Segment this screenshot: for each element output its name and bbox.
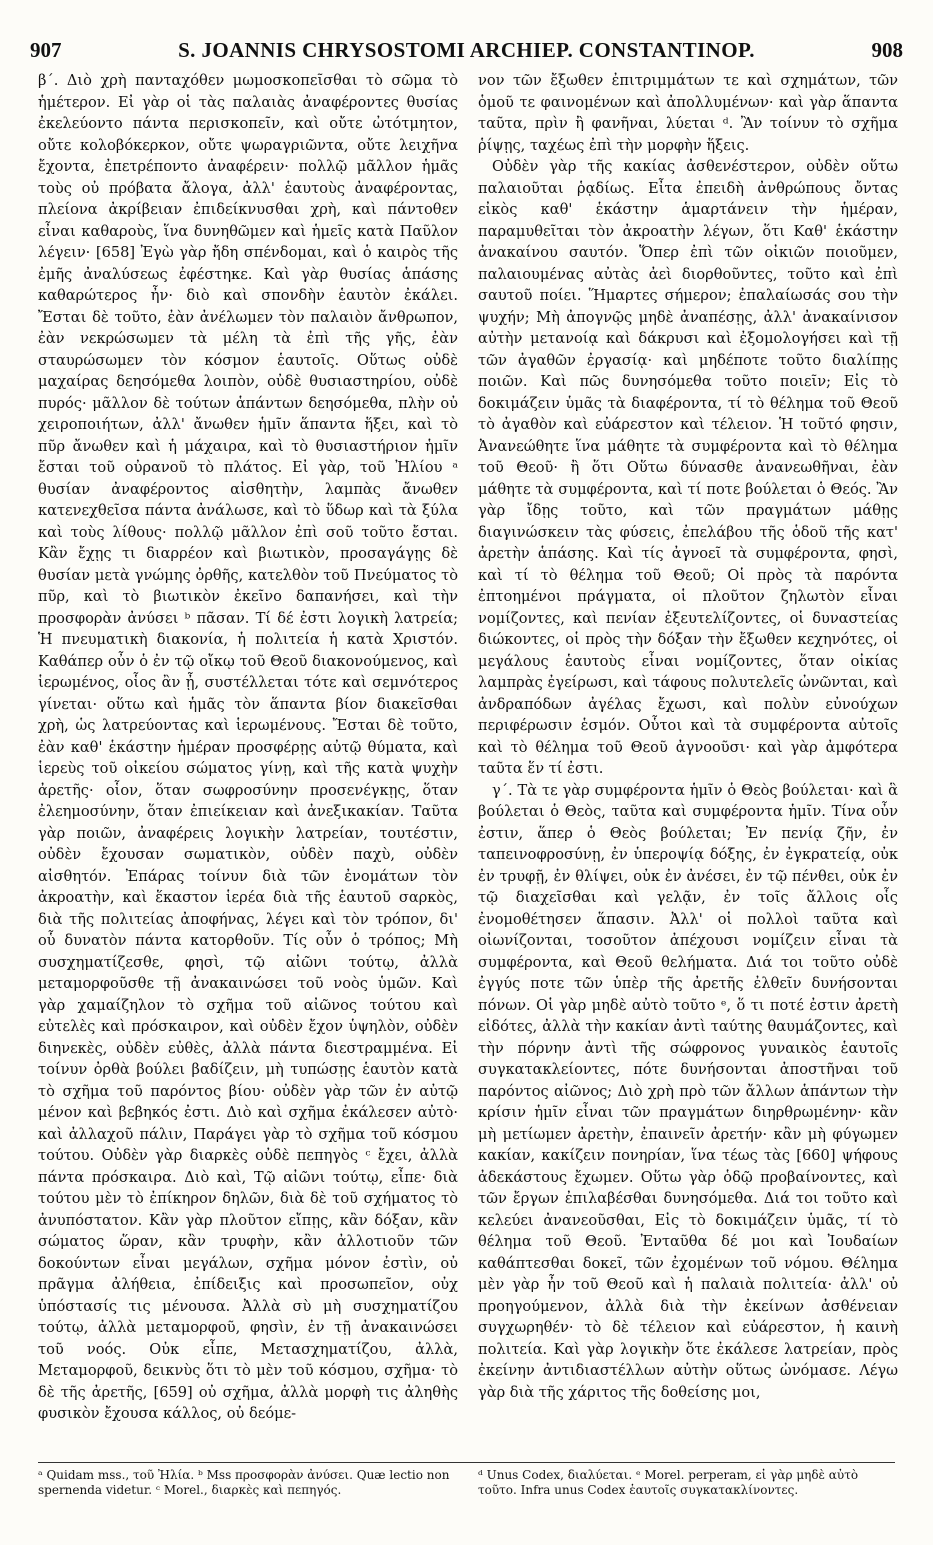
running-title: S. JOANNIS CHRYSOSTOMI ARCHIEP. CONSTANTINOP.: [178, 38, 755, 62]
paragraph: νον τῶν ἔξωθεν ἐπιτριμμάτων τε καὶ σχημάτων, τῶν ὁμοῦ τε φαινομένων καὶ ἀπολλυμένων· καὶ γὰρ ἅπαντα ταῦτα, πρὶν ἢ φανῆναι, λύεται ᵈ. Ἂν τοίνυν τὸ σχῆμα ῥίψῃς, ταχέως ἐπὶ τὴν μορφὴν ἥξεις.: [478, 72, 898, 154]
running-header: [30, 38, 903, 68]
footnote-text: ᵃ Quidam mss., τοῦ Ἠλία. ᵇ Mss προσφορὰν ἀνύσει. Quæ lectio non spernenda videtur. ᶜ Morel., διαρκὲς καὶ πεπηγός.: [38, 1468, 450, 1497]
paragraph: γ΄. Τὰ τε γὰρ συμφέροντα ἡμῖν ὁ Θεὸς βούλεται· καὶ ἃ βούλεται ὁ Θεὸς, ταῦτα καὶ συμφέροντα ἡμῖν. Τίνα οὖν ἐστιν, ἅπερ ὁ Θεὸς βούλεται; Ἐν πενίᾳ ζῆν, ἐν ταπεινοφροσύνῃ, ἐν ὑπεροψίᾳ δόξης, ἐν ἐγκρατείᾳ, οὐκ ἐν τρυφῇ, ἐν θλίψει, οὐκ ἐν ἀνέσει, ἐν τῷ πένθει, οὐκ ἐν τῷ διαχεῖσθαι καὶ γελᾷν, ἐν τοῖς ἄλλοις οἷς ἐνομοθέτησεν ἅπασιν. Ἀλλ' οἱ πολλοὶ ταῦτα καὶ οἰωνίζονται, τοσοῦτον ἀπέχουσι νομίζειν εἶναι τὰ συμφέροντα, καὶ Θεοῦ θελήματα. Διά τοι τοῦτο οὐδὲ ἐγγύς ποτε τῶν ὑπὲρ τῆς ἀρετῆς ἐλθεῖν δυνήσονται πόνων. Οἱ γὰρ μηδὲ αὐτὸ τοῦτο ᵉ, ὅ τι ποτέ ἐστιν ἀρετὴ εἰδότες, ἀλλὰ τὴν κακίαν ἀντὶ ταύτης θαυμάζοντες, καὶ τὴν πόρνην ἀντὶ τῆς σώφρονος γυναικὸς ἑαυτοῖς συγκατακλείοντες, πότε δυνήσονται ἀποστῆναι τοῦ παρόντος αἰῶνος; Διὸ χρὴ πρὸ τῶν ἄλλων ἁπάντων τὴν κρίσιν ἡμῖν εἶναι τῶν πραγμάτων διηρθρωμένην· κἂν μὴ μετίωμεν ἀρετὴν, ἐπαινεῖν ἀρετήν· κἂν μὴ φύγωμεν κακίαν, κακίζειν πονηρίαν, ἵνα τέως τὰς [660] ψήφους ἀδεκάστους ἔχωμεν. Οὕτω γὰρ ὁδῷ προβαίνοντες, καὶ τῶν ἔργων ἐπιλαβέσθαι δυνησόμεθα. Διά τοι τοῦτο καὶ κελεύει ἀνανεοῦσθαι, Εἰς τὸ δοκιμάζειν ὑμᾶς, τί τὸ θέλημα τοῦ Θεοῦ. Ἐνταῦθα δέ μοι καὶ Ἰουδαίων καθάπτεσθαι δοκεῖ, τῶν ἐχομένων τοῦ νόμου. Θέλημα μὲν γὰρ ἦν τοῦ Θεοῦ καὶ ἡ παλαιὰ πολιτεία· ἀλλ' οὐ προηγούμενον, ἀλλὰ διὰ τὴν ἐκείνων ἀσθένειαν συγχωρηθέν· τὸ δὲ τέλειον καὶ εὐάρεστον, ἡ καινὴ πολιτεία. Καὶ γὰρ λογικὴν ὅτε ἐκάλεσε λατρείαν, πρὸς ἐκείνην ἀντιδιαστέλλων αὐτὴν οὕτως ὠνόμασε. Λέγω γὰρ διὰ τῆς χάριτος τῆς δοθείσης μοι,: [478, 781, 898, 1401]
footnote-divider: [38, 1462, 895, 1463]
footnotes-left: [38, 1468, 458, 1498]
page-number-left: 907: [30, 38, 62, 62]
paragraph: Οὐδὲν γὰρ τῆς κακίας ἀσθενέστερον, οὐδὲν οὕτω παλαιοῦται ῥᾳδίως. Εἶτα ἐπειδὴ ἀνθρώπους ὄντας εἰκὸς καθ' ἑκάστην ἁμαρτάνειν τὴν ἡμέραν, παραμυθεῖται τὸν ἀκροατὴν λέγων, ὅτι Καθ' ἑκάστην ἀνακαίνου σαυτόν. Ὅπερ ἐπὶ τῶν οἰκιῶν ποιοῦμεν, παλαιουμένας αὐτὰς ἀεὶ διορθοῦντες, τοῦτο καὶ ἐπὶ σαυτοῦ ποίει. Ἥμαρτες σήμερον; ἐπαλαίωσάς σου τὴν ψυχήν; Μὴ ἀπογνῷς μηδὲ ἀναπέσῃς, ἀλλ' ἀνακαίνισον αὐτὴν μετανοίᾳ καὶ δάκρυσι καὶ ἐξομολογήσει καὶ τῇ τῶν ἀγαθῶν ἐργασίᾳ· καὶ μηδέποτε τοῦτο διαλίπῃς ποιῶν. Καὶ πῶς δυνησόμεθα τοῦτο ποιεῖν; Εἰς τὸ δοκιμάζειν ὑμᾶς τὰ διαφέροντα, τί τὸ θέλημα τοῦ Θεοῦ τὸ ἀγαθὸν καὶ εὐάρεστον καὶ τέλειον. Ἡ τοῦτό φησιν, Ἀνανεώθητε ἵνα μάθητε τὰ συμφέροντα καὶ τὸ θέλημα τοῦ Θεοῦ· ἢ ὅτι Οὕτω δύνασθε ἀνανεωθῆναι, ἐὰν μάθητε τὰ συμφέροντα, καὶ τί ποτε βούλεται ὁ Θεός. Ἂν γὰρ ἴδῃς τοῦτο, καὶ τῶν πραγμάτων μάθῃς διαγινώσκειν τὰς φύσεις, ἐπελάβου τῆς ὁδοῦ τῆς κατ' ἀρετὴν ἁπάσης. Καὶ τίς ἀγνοεῖ τὰ συμφέροντα, φησὶ, καὶ τί τὸ θέλημα τοῦ Θεοῦ; Οἱ πρὸς τὰ παρόντα ἐπτοημένοι πράγματα, οἱ πλοῦτον ζηλωτὸν εἶναι νομίζοντες, καὶ πενίαν ἐξευτελίζοντες, οἱ δυναστείας διώκοντες, οἱ πρὸς τὴν δόξαν τὴν ἔξωθεν κεχηνότες, οἱ μεγάλους ἑαυτοὺς εἶναι νομίζοντες, ὅταν οἰκίας λαμπρὰς ἐγείρωσι, καὶ τάφους πολυτελεῖς ὠνῶνται, καὶ ἀνδραπόδων ἀγέλας ἔχωσι, καὶ πολὺν εὐνούχων περιφέρωσιν ἑσμόν. Οὗτοι καὶ τὰ συμφέροντα αὐτοῖς καὶ τὸ θέλημα τοῦ Θεοῦ ἀγνοοῦσι· καὶ γὰρ ἀμφότερα ταῦτα ἕν τί ἐστι.: [478, 158, 898, 777]
page-number-right: 908: [871, 38, 903, 62]
paragraph: β΄. Διὸ χρὴ πανταχόθεν μωμοσκοπεῖσθαι τὸ σῶμα τὸ ἡμέτερον. Εἰ γὰρ οἱ τὰς παλαιὰς ἀναφέροντες θυσίας ἐκελεύοντο πάντα περισκοπεῖν, καὶ οὔτε ὠτότμητον, οὔτε κολοβόκερκον, οὔτε ψωραγριῶντα, οὔτε λειχῆνα ἔχοντα, ἐπετρέποντο ἀναφέρειν· πολλῷ μᾶλλον ἡμᾶς τοὺς οὐ πρόβατα ἄλογα, ἀλλ' ἑαυτοὺς ἀναφέροντας, πλείονα ἀκρίβειαν ἐπιδείκνυσθαι χρὴ, καὶ πάντοθεν εἶναι καθαροὺς, ἵνα δυνηθῶμεν καὶ ἡμεῖς κατὰ Παῦλον λέγειν· [658] Ἐγὼ γὰρ ἤδη σπένδομαι, καὶ ὁ καιρὸς τῆς ἐμῆς ἀναλύσεως ἐφέστηκε. Καὶ γὰρ θυσίας ἁπάσης καθαρώτερος ἦν· διὸ καὶ σπονδὴν ἑαυτὸν ἐκάλει. Ἔσται δὲ τοῦτο, ἐὰν ἀνέλωμεν τὸν παλαιὸν ἄνθρωπον, ἐὰν νεκρώσωμεν τὰ μέλη τὰ ἐπὶ τῆς γῆς, ἐὰν σταυρώσωμεν τὸν κόσμον ἑαυτοῖς. Οὕτως οὐδὲ μαχαίρας δεησόμεθα λοιπὸν, οὐδὲ θυσιαστηρίου, οὐδὲ πυρός· μᾶλλον δὲ τούτων ἁπάντων δεησόμεθα, πλὴν οὐ χειροποιήτων, ἀλλ' ἄνωθεν ἡμῖν ἅπαντα ἥξει, καὶ τὸ πῦρ ἄνωθεν καὶ ἡ μάχαιρα, καὶ τὸ θυσιαστήριον ἡμῖν ἔσται τοῦ οὐρανοῦ τὸ πλάτος. Εἰ γὰρ, τοῦ Ἠλίου ᵃ θυσίαν ἀναφέροντος αἰσθητὴν, λαμπὰς ἄνωθεν κατενεχθεῖσα πάντα ἀνάλωσε, καὶ τὸ ὕδωρ καὶ τὰ ξύλα καὶ τοὺς λίθους· πολλῷ μᾶλλον ἐπὶ σοῦ τοῦτο ἔσται. Κἂν ἔχῃς τι διαρρέον καὶ βιωτικὸν, προσαγάγῃς δὲ θυσίαν μετὰ γνώμης ὀρθῆς, κατελθὸν τοῦ Πνεύματος τὸ πῦρ, καὶ τὸ βιωτικὸν ἐκεῖνο δαπανήσει, καὶ τὴν προσφορὰν ἀνύσει ᵇ πᾶσαν. Τί δέ ἐστι λογικὴ λατρεία; Ἡ πνευματικὴ διακονία, ἡ πολιτεία ἡ κατὰ Χριστόν. Καθάπερ οὖν ὁ ἐν τῷ οἴκῳ τοῦ Θεοῦ διακονούμενος, καὶ ἱερωμένος, οἷος ἂν ᾖ, συστέλλεται τότε καὶ σεμνότερος γίνεται· οὕτω καὶ ἡμᾶς τὸν ἅπαντα βίον διακεῖσθαι χρὴ, ὡς λατρεύοντας καὶ ἱερωμένους. Ἔσται δὲ τοῦτο, ἐὰν καθ' ἑκάστην ἡμέραν προσφέρῃς αὐτῷ θύματα, καὶ ἱερεὺς τοῦ οἰκείου σώματος γίνῃ, καὶ τῆς κατὰ ψυχὴν ἀρετῆς· οἷον, ὅταν σωφροσύνην προσενέγκῃς, ὅταν ἐλεημοσύνην, ὅταν ἐπιείκειαν καὶ ἀνεξικακίαν. Ταῦτα γὰρ ποιῶν, ἀναφέρεις λογικὴν λατρείαν, τουτέστιν, οὐδὲν ἔχουσαν σωματικὸν, οὐδὲν παχὺ, οὐδὲν αἰσθητόν. Ἐπάρας τοίνυν διὰ τῶν ἐνομάτων τὸν ἀκροατὴν, καὶ ἕκαστον ἱερέα διὰ τῆς ἑαυτοῦ σαρκὸς, διὰ τῆς πολιτείας ἀποφήνας, λέγει καὶ τὸν τρόπον, δι' οὗ δυνατὸν πάντα κατορθοῦν. Τίς οὖν ὁ τρόπος; Μὴ συσχηματίζεσθε, φησὶ, τῷ αἰῶνι τούτῳ, ἀλλὰ μεταμορφοῦσθε τῇ ἀνακαινώσει τοῦ νοὸς ὑμῶν. Καὶ γὰρ χαμαίζηλον τὸ σχῆμα τοῦ αἰῶνος τούτου καὶ εὐτελὲς καὶ πρόσκαιρον, καὶ οὐδὲν ἔχον ὑψηλὸν, οὐδὲν διηνεκὲς, οὐδὲν εὐθὲς, ἀλλὰ πάντα διεστραμμένα. Εἰ τοίνυν ὀρθὰ βούλει βαδίζειν, μὴ τυπώσῃς ἑαυτὸν κατὰ τὸ σχῆμα τοῦ παρόντος βίου· οὐδὲν γὰρ τῶν ἐν αὐτῷ μένον καὶ βεβηκός ἐστι. Διὸ καὶ σχῆμα ἐκάλεσεν αὐτὸ· καὶ ἀλλαχοῦ πάλιν, Παράγει γὰρ τὸ σχῆμα τοῦ κόσμου τούτου. Οὐδὲν γὰρ διαρκὲς οὐδὲ πεπηγὸς ᶜ ἔχει, ἀλλὰ πάντα πρόσκαιρα. Διὸ καὶ, Τῷ αἰῶνι τούτῳ, εἶπε· διὰ τούτου μὲν τὸ ἐπίκηρον δηλῶν, διὰ δὲ τοῦ σχήματος τὸ ἀνυπόστατον. Κἂν γὰρ πλοῦτον εἴπῃς, κἂν δόξαν, κἂν σώματος ὥραν, κἂν τρυφὴν, κἂν ἀλλοτιοῦν τῶν δοκούντων εἶναι μεγάλων, σχῆμα μόνον ἐστὶν, οὐ πρᾶγμα ἀλήθεια, ἐπίδειξις καὶ προσωπεῖον, οὐχ ὑπόστασίς τις μένουσα. Ἀλλὰ σὺ μὴ συσχηματίζου τούτῳ, ἀλλὰ μεταμορφοῦ, φησὶν, ἐν τῇ ἀνακαινώσει τοῦ νοός. Οὐκ εἶπε, Μετασχηματίζου, ἀλλὰ, Μεταμορφοῦ, δεικνὺς ὅτι τὸ μὲν τοῦ κόσμου, σχῆμα· τὸ δὲ τῆς ἀρετῆς, [659] οὐ σχῆμα, ἀλλὰ μορφὴ τις ἀληθὴς φυσικὸν ἔχουσα κάλλος, οὐ δεόμε-: [38, 72, 458, 1422]
left-column: [38, 70, 458, 1450]
footnote-text: ᵈ Unus Codex, διαλύεται. ᵉ Morel. perperam, εἰ γὰρ μηδὲ αὐτὸ τοῦτο. Infra unus Codex ἑαυτοῖς συγκατακλίνοντες.: [478, 1468, 859, 1497]
right-column: [478, 70, 898, 1450]
footnotes-right: [478, 1468, 898, 1498]
